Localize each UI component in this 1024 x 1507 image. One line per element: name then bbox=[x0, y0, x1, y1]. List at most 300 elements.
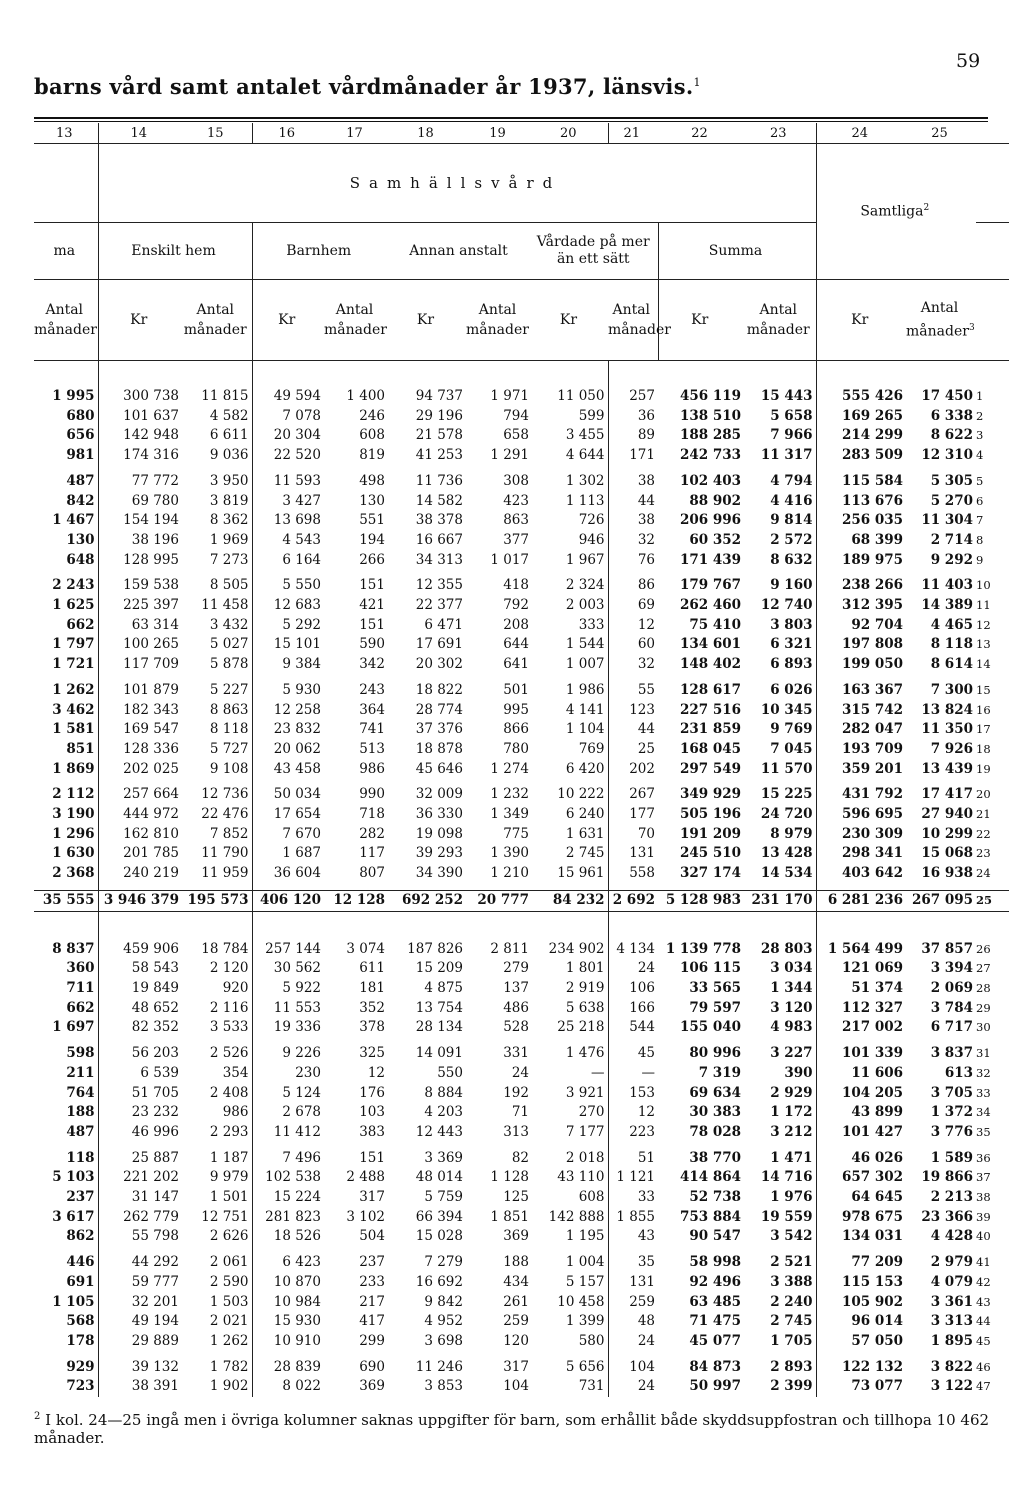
table-cell: 177 bbox=[629, 806, 655, 823]
row-number-header bbox=[976, 123, 1009, 144]
table-cell: 369 bbox=[359, 1378, 385, 1395]
table-cell: 131 bbox=[629, 1273, 655, 1290]
table-row bbox=[34, 472, 1009, 492]
table-cell: 15 225 bbox=[744, 785, 816, 805]
table-cell: 142 948 bbox=[123, 427, 179, 444]
table-cell: 179 767 bbox=[679, 577, 741, 594]
table-cell: 11 553 bbox=[273, 999, 321, 1016]
table-cell: 7 670 bbox=[282, 825, 321, 842]
row-number: 11 bbox=[976, 598, 991, 613]
row-number: 40 bbox=[976, 1229, 991, 1244]
table-cell: 590 bbox=[359, 636, 385, 653]
table-cell: 2 893 bbox=[744, 1358, 816, 1378]
table-cell: 1 967 bbox=[532, 551, 608, 571]
table-cell: 96 014 bbox=[851, 1313, 903, 1330]
table-cell: 7 852 bbox=[182, 825, 252, 845]
table-cell: 406 120 bbox=[252, 890, 324, 911]
unit-kr: Kr bbox=[252, 280, 324, 361]
table-cell: 780 bbox=[503, 740, 529, 757]
table-cell: 662 bbox=[34, 616, 98, 636]
table-cell: 11 350 bbox=[921, 721, 973, 738]
table-cell: 34 390 bbox=[415, 865, 463, 882]
blank-header bbox=[976, 144, 1009, 223]
row-number: 13 bbox=[976, 637, 991, 652]
table-cell: 182 343 bbox=[123, 701, 179, 718]
table-cell: 77 772 bbox=[131, 472, 179, 489]
table-cell: 41 253 bbox=[415, 447, 463, 464]
column-number: 17 bbox=[324, 123, 388, 144]
table-row bbox=[34, 1084, 1009, 1104]
table-cell: 7 078 bbox=[282, 407, 321, 424]
table-cell: 10 910 bbox=[273, 1332, 321, 1349]
table-cell: 121 069 bbox=[841, 960, 903, 977]
unit-kr: Kr bbox=[532, 280, 608, 361]
table-header bbox=[34, 123, 1009, 361]
table-cell: 259 bbox=[629, 1293, 655, 1310]
table-cell: 6 717 bbox=[930, 1019, 973, 1036]
table-cell: 31 147 bbox=[131, 1189, 179, 1206]
row-number: 26 bbox=[976, 941, 991, 956]
table-row bbox=[34, 1018, 1009, 1038]
table-cell: 39 132 bbox=[131, 1358, 179, 1375]
table-cell: 230 bbox=[295, 1064, 321, 1081]
unit-antal: Antal månader bbox=[608, 280, 658, 361]
table-cell: 246 bbox=[359, 407, 385, 424]
table-cell: 282 047 bbox=[841, 721, 903, 738]
table-cell: 608 bbox=[532, 1188, 608, 1208]
table-row bbox=[34, 407, 1009, 427]
row-number: 31 bbox=[976, 1046, 991, 1061]
table-cell: 192 bbox=[503, 1084, 529, 1101]
table-cell: 36 604 bbox=[273, 865, 321, 882]
table-cell: 37 857 bbox=[921, 940, 973, 957]
table-cell: 1 986 bbox=[532, 681, 608, 701]
spacer-row bbox=[34, 361, 1009, 388]
table-cell: 3 190 bbox=[34, 805, 98, 825]
table-cell: 32 bbox=[637, 531, 655, 548]
table-cell: 4 141 bbox=[532, 701, 608, 721]
table-cell: 43 110 bbox=[532, 1168, 608, 1188]
table-cell: 5 759 bbox=[424, 1189, 463, 1206]
table-cell: 5 227 bbox=[182, 681, 252, 701]
table-cell: 9 036 bbox=[182, 446, 252, 466]
table-cell: 9 814 bbox=[744, 511, 816, 531]
table-row bbox=[34, 844, 1009, 864]
table-cell: 130 bbox=[34, 531, 98, 551]
table-cell: 4 416 bbox=[744, 492, 816, 512]
table-cell: 2 003 bbox=[532, 596, 608, 616]
table-cell: 199 050 bbox=[841, 656, 903, 673]
table-cell: 3 705 bbox=[930, 1084, 973, 1101]
table-cell: 1 139 778 bbox=[665, 940, 741, 957]
table-cell: 19 098 bbox=[415, 825, 463, 842]
gap-cell bbox=[324, 911, 388, 940]
table-cell: 1 104 bbox=[532, 720, 608, 740]
table-row bbox=[34, 426, 1009, 446]
table-cell: 56 203 bbox=[131, 1045, 179, 1062]
row-number: 6 bbox=[976, 493, 984, 508]
spacer-cell bbox=[816, 361, 906, 388]
subgroup-samtliga bbox=[816, 144, 976, 280]
table-cell: 8 118 bbox=[182, 720, 252, 740]
table-cell: 3 784 bbox=[930, 999, 973, 1016]
table-cell: 84 873 bbox=[689, 1358, 741, 1375]
column-number: 19 bbox=[466, 123, 532, 144]
table-cell: 77 209 bbox=[851, 1254, 903, 1271]
row-number: 5 bbox=[976, 473, 984, 488]
table-cell: 261 bbox=[503, 1293, 529, 1310]
table-cell: 920 bbox=[182, 979, 252, 999]
row-number: 36 bbox=[976, 1150, 991, 1165]
table-cell: 45 646 bbox=[415, 760, 463, 777]
table-cell: 1 721 bbox=[34, 655, 98, 675]
table-cell: 312 395 bbox=[841, 597, 903, 614]
table-cell: 233 bbox=[359, 1273, 385, 1290]
table-cell: 1 869 bbox=[34, 760, 98, 780]
row-number: 32 bbox=[976, 1065, 991, 1080]
table-cell: 245 510 bbox=[679, 845, 741, 862]
table-cell: 1 476 bbox=[532, 1044, 608, 1064]
table-cell: 8 505 bbox=[182, 576, 252, 596]
table-cell: 1 372 bbox=[930, 1104, 973, 1121]
table-cell: 12 bbox=[637, 616, 655, 633]
unit-antal-3 bbox=[906, 280, 976, 361]
table-cell: 1 969 bbox=[182, 531, 252, 551]
table-cell: 82 bbox=[511, 1149, 529, 1166]
table-cell: 78 028 bbox=[689, 1123, 741, 1140]
table-cell: 282 bbox=[359, 825, 385, 842]
table-cell: 63 314 bbox=[131, 616, 179, 633]
table-cell: 1 296 bbox=[34, 825, 98, 845]
table-cell: 418 bbox=[503, 577, 529, 594]
table-cell: 50 997 bbox=[689, 1378, 741, 1395]
table-cell: 267 095 bbox=[906, 890, 976, 911]
gap-cell bbox=[388, 911, 466, 940]
table-cell: 1 232 bbox=[490, 786, 529, 803]
table-cell: 22 377 bbox=[415, 597, 463, 614]
table-cell: 6 893 bbox=[744, 655, 816, 675]
table-cell: 4 134 bbox=[616, 940, 655, 957]
table-cell: 90 547 bbox=[689, 1228, 741, 1245]
table-cell: 193 709 bbox=[841, 740, 903, 757]
table-cell: 414 864 bbox=[679, 1169, 741, 1186]
table-cell: 20 062 bbox=[273, 740, 321, 757]
table-cell: 331 bbox=[503, 1045, 529, 1062]
table-cell: 5 270 bbox=[930, 492, 973, 509]
table-cell: 104 bbox=[629, 1358, 655, 1375]
table-row bbox=[34, 1273, 1009, 1293]
spacer-cell bbox=[388, 361, 466, 388]
table-cell: 3 462 bbox=[34, 701, 98, 721]
gap-cell bbox=[976, 911, 1009, 940]
table-cell: 234 902 bbox=[532, 940, 608, 960]
table-cell: 5 727 bbox=[182, 740, 252, 760]
table-cell: 105 902 bbox=[841, 1293, 903, 1310]
table-cell: 15 068 bbox=[921, 845, 973, 862]
table-cell: 4 465 bbox=[930, 616, 973, 633]
column-number-row bbox=[34, 123, 1009, 144]
table-cell: 48 bbox=[637, 1313, 655, 1330]
table-cell: 44 292 bbox=[131, 1254, 179, 1271]
table-cell: 188 bbox=[34, 1103, 98, 1123]
table-cell: 3 074 bbox=[346, 940, 385, 957]
table-cell: 14 534 bbox=[744, 864, 816, 884]
row-number: 14 bbox=[976, 657, 991, 672]
table-cell: 125 bbox=[503, 1189, 529, 1206]
row-number: 9 bbox=[976, 552, 984, 567]
table-cell: 753 884 bbox=[679, 1208, 741, 1225]
table-cell: 608 bbox=[359, 427, 385, 444]
table-row bbox=[34, 864, 1009, 884]
gap-cell bbox=[98, 911, 182, 940]
table-cell: 11 403 bbox=[921, 577, 973, 594]
table-cell: 2 399 bbox=[744, 1377, 816, 1397]
table-cell: 446 bbox=[34, 1253, 98, 1273]
table-cell: 2 714 bbox=[930, 531, 973, 548]
table-cell: 12 355 bbox=[415, 577, 463, 594]
table-cell: 112 327 bbox=[841, 999, 903, 1016]
table-cell: 528 bbox=[503, 1019, 529, 1036]
table-cell: 657 302 bbox=[841, 1169, 903, 1186]
table-cell: 16 667 bbox=[415, 531, 463, 548]
row-number: 35 bbox=[976, 1124, 991, 1139]
table-row bbox=[34, 1044, 1009, 1064]
table-cell: 5 656 bbox=[532, 1358, 608, 1378]
table-cell: 279 bbox=[503, 960, 529, 977]
table-cell: 151 bbox=[359, 577, 385, 594]
table-cell: 3 427 bbox=[282, 492, 321, 509]
table-cell: 69 634 bbox=[689, 1084, 741, 1101]
table-cell: 10 299 bbox=[921, 825, 973, 842]
table-cell: 613 bbox=[944, 1064, 973, 1081]
table-cell: 223 bbox=[629, 1123, 655, 1140]
column-number: 14 bbox=[98, 123, 182, 144]
table-cell: 28 134 bbox=[415, 1019, 463, 1036]
table-cell: 8 979 bbox=[744, 825, 816, 845]
table-cell: 11 815 bbox=[182, 387, 252, 407]
gap-cell bbox=[34, 911, 98, 940]
row-number: 2 bbox=[976, 408, 984, 423]
table-cell: 807 bbox=[359, 865, 385, 882]
table-cell: 45 077 bbox=[689, 1332, 741, 1349]
table-cell: 35 555 bbox=[34, 890, 98, 911]
table-cell: 1 782 bbox=[182, 1358, 252, 1378]
footnote bbox=[34, 1408, 994, 1447]
table-cell: 227 516 bbox=[679, 701, 741, 718]
group-header-row bbox=[34, 144, 1009, 223]
table-cell: 134 031 bbox=[841, 1228, 903, 1245]
row-number: 30 bbox=[976, 1020, 991, 1035]
table-cell: 12 bbox=[367, 1064, 385, 1081]
table-cell: 58 543 bbox=[131, 960, 179, 977]
row-number: 15 bbox=[976, 682, 991, 697]
table-cell: 5 305 bbox=[930, 472, 973, 489]
table-cell: 101 879 bbox=[123, 681, 179, 698]
row-number: 18 bbox=[976, 741, 991, 756]
table-cell: 378 bbox=[359, 1019, 385, 1036]
table-cell: 7 177 bbox=[532, 1123, 608, 1143]
table-cell: 4 875 bbox=[424, 979, 463, 996]
table-body bbox=[34, 361, 1009, 1398]
table-cell: 2 919 bbox=[532, 979, 608, 999]
table-cell: 1 697 bbox=[34, 1018, 98, 1038]
table-cell: 17 417 bbox=[921, 786, 973, 803]
table-cell: 8 362 bbox=[182, 511, 252, 531]
table-cell: 3 388 bbox=[744, 1273, 816, 1293]
table-cell: 3 819 bbox=[182, 492, 252, 512]
table-cell: 327 174 bbox=[679, 865, 741, 882]
table-cell: 100 265 bbox=[123, 636, 179, 653]
table-cell: 24 bbox=[637, 960, 655, 977]
gap-cell bbox=[252, 911, 324, 940]
table-cell: 5 027 bbox=[182, 635, 252, 655]
table-cell: 359 201 bbox=[841, 760, 903, 777]
unit-antal: Antal månader bbox=[324, 280, 388, 361]
table-cell: 11 458 bbox=[182, 596, 252, 616]
table-cell: 29 196 bbox=[415, 407, 463, 424]
table-cell: 231 859 bbox=[679, 721, 741, 738]
table-cell: 44 bbox=[637, 721, 655, 738]
table-cell: 84 232 bbox=[532, 890, 608, 911]
table-cell: 13 698 bbox=[273, 512, 321, 529]
table-row bbox=[34, 576, 1009, 596]
table-cell: 148 402 bbox=[679, 656, 741, 673]
table-cell: 59 777 bbox=[131, 1273, 179, 1290]
page-title bbox=[34, 74, 701, 99]
table-cell: 1 564 499 bbox=[827, 940, 903, 957]
table-cell: 297 549 bbox=[679, 760, 741, 777]
table-cell: 17 450 bbox=[921, 388, 973, 404]
row-number: 17 bbox=[976, 722, 991, 737]
table-cell: 22 476 bbox=[182, 805, 252, 825]
table-cell: 5 638 bbox=[532, 999, 608, 1019]
table-cell: 69 780 bbox=[131, 492, 179, 509]
table-cell: 115 584 bbox=[841, 472, 903, 489]
table-cell: 154 194 bbox=[123, 512, 179, 529]
table-cell: 2 120 bbox=[182, 959, 252, 979]
unit-kr: Kr bbox=[658, 280, 744, 361]
table-cell: 6 240 bbox=[532, 805, 608, 825]
spacer-cell bbox=[252, 361, 324, 388]
table-cell: 8 863 bbox=[182, 701, 252, 721]
table-cell: 259 bbox=[503, 1313, 529, 1330]
table-cell: 9 842 bbox=[424, 1293, 463, 1310]
table-cell: 12 258 bbox=[273, 701, 321, 718]
table-row bbox=[34, 446, 1009, 466]
table-cell: 5 157 bbox=[532, 1273, 608, 1293]
table-cell: 28 774 bbox=[415, 701, 463, 718]
page-title-text: barns vård samt antalet vårdmånader år 1937, länsvis. bbox=[34, 74, 694, 99]
table-cell: 189 975 bbox=[841, 551, 903, 568]
table-cell: 71 475 bbox=[689, 1313, 741, 1330]
table-cell: 986 bbox=[359, 760, 385, 777]
row-number: 46 bbox=[976, 1359, 991, 1374]
table-cell: 214 299 bbox=[841, 427, 903, 444]
spacer-cell bbox=[532, 361, 608, 388]
table-row bbox=[34, 760, 1009, 780]
table-cell: 66 394 bbox=[415, 1208, 463, 1225]
table-cell: 680 bbox=[34, 407, 98, 427]
table-cell: 863 bbox=[503, 512, 529, 529]
table-row bbox=[34, 979, 1009, 999]
table-cell: 188 bbox=[503, 1254, 529, 1271]
table-cell: 417 bbox=[359, 1313, 385, 1330]
table-cell: 1 705 bbox=[744, 1332, 816, 1352]
table-cell: 1 687 bbox=[282, 845, 321, 862]
table-cell: 29 889 bbox=[131, 1332, 179, 1349]
row-number: 19 bbox=[976, 761, 991, 776]
table-cell: 8 022 bbox=[282, 1378, 321, 1395]
table-cell: 257 bbox=[629, 388, 655, 404]
table-cell: 2 018 bbox=[532, 1149, 608, 1169]
table-cell: 208 bbox=[503, 616, 529, 633]
table-cell: 20 777 bbox=[466, 890, 532, 911]
table-cell: 14 091 bbox=[415, 1045, 463, 1062]
table-cell: 2 590 bbox=[182, 1273, 252, 1293]
table-row bbox=[34, 551, 1009, 571]
table-cell: 12 128 bbox=[324, 890, 388, 911]
table-cell: 644 bbox=[503, 636, 529, 653]
table-row bbox=[34, 959, 1009, 979]
table-cell: 4 794 bbox=[744, 472, 816, 492]
table-cell: 178 bbox=[34, 1332, 98, 1352]
table-cell: 11 246 bbox=[415, 1358, 463, 1375]
table-row bbox=[34, 1358, 1009, 1378]
table-cell: 14 582 bbox=[415, 492, 463, 509]
table-cell: 1 971 bbox=[490, 388, 529, 404]
table-cell: 217 002 bbox=[841, 1019, 903, 1036]
subgroup-samtliga-label: Samtliga bbox=[860, 203, 924, 220]
table-cell: 349 929 bbox=[679, 786, 741, 803]
table-cell: 15 224 bbox=[273, 1189, 321, 1206]
row-number: 37 bbox=[976, 1170, 991, 1185]
table-cell: 551 bbox=[359, 512, 385, 529]
table-cell: 1 581 bbox=[34, 720, 98, 740]
table-cell: 28 803 bbox=[744, 940, 816, 960]
table-cell: 79 597 bbox=[689, 999, 741, 1016]
table-cell: 168 045 bbox=[679, 740, 741, 757]
table-cell: 25 bbox=[637, 740, 655, 757]
table-cell: 115 153 bbox=[841, 1273, 903, 1290]
table-cell: 3 853 bbox=[424, 1378, 463, 1395]
table-cell: 390 bbox=[744, 1064, 816, 1084]
table-cell: 8 884 bbox=[424, 1084, 463, 1101]
table-cell: 658 bbox=[503, 427, 529, 444]
unit-antal-3-label: Antal månader bbox=[906, 300, 969, 340]
table-row bbox=[34, 681, 1009, 701]
row-number: 27 bbox=[976, 961, 991, 976]
table-cell: 27 940 bbox=[921, 806, 973, 823]
table-cell: 38 378 bbox=[415, 512, 463, 529]
table-row bbox=[34, 596, 1009, 616]
table-cell: 34 313 bbox=[415, 551, 463, 568]
unit-kr: Kr bbox=[388, 280, 466, 361]
table-cell: 7 045 bbox=[744, 740, 816, 760]
table-cell: 181 bbox=[359, 979, 385, 996]
table-cell: 142 888 bbox=[532, 1208, 608, 1228]
table-cell: 1 503 bbox=[182, 1293, 252, 1313]
table-cell: 352 bbox=[359, 999, 385, 1016]
table-cell: 69 bbox=[637, 597, 655, 614]
row-number: 34 bbox=[976, 1105, 991, 1120]
table-cell: 1 851 bbox=[490, 1208, 529, 1225]
table-cell: 819 bbox=[359, 447, 385, 464]
table-cell: 8 632 bbox=[744, 551, 816, 571]
table-cell: 1 625 bbox=[34, 596, 98, 616]
gap-cell bbox=[608, 911, 658, 940]
table-cell: 231 170 bbox=[744, 890, 816, 911]
table-cell: 19 866 bbox=[921, 1169, 973, 1186]
